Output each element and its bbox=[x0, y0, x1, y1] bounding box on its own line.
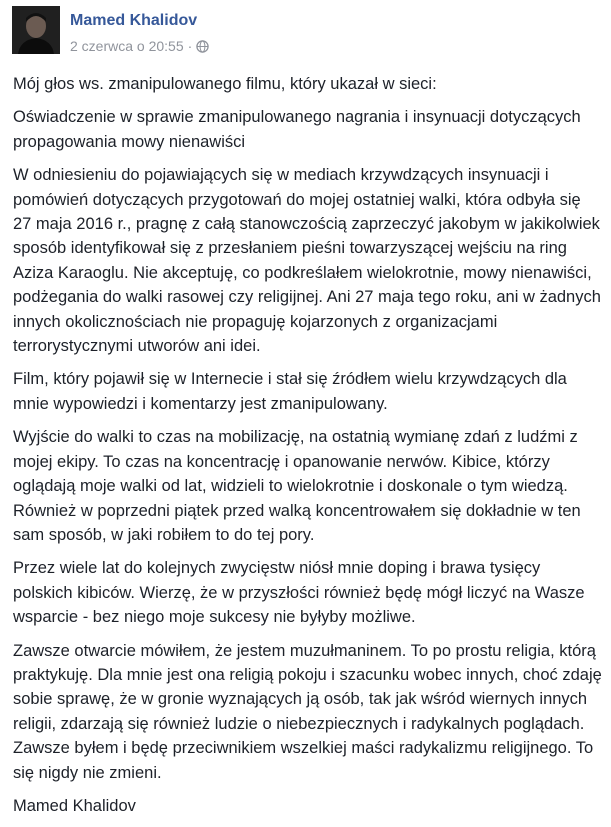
meta-separator: · bbox=[187, 38, 193, 54]
post-timestamp[interactable]: 2 czerwca o 20:55 bbox=[70, 38, 184, 54]
post-paragraph: Zawsze otwarcie mówiłem, że jestem muzułmaninem. To po prostu religia, którą praktykuję. Dla mnie jest ona religią pokoju i szacunku wobec innych, choć zdaję sobie sprawę, że w gronie wyznających ją osób, tak jak wśród wiernych innych religii, zdarzają się również ludzie o niebezpiecznych i radykalnych poglądach. Zawsze byłem i będę przeciwnikiem wszelkiej maści radykalizmu religijnego. To się nigdy nie zmieni. bbox=[13, 641, 602, 782]
post-paragraph: Film, który pojawił się w Internecie i stał się źródłem wielu krzywdzących dla mnie wypowiedzi i komentarzy jest zmanipulowany. bbox=[13, 370, 567, 413]
post-paragraph-intro: Mój głos ws. zmanipulowanego filmu, który ukazał w sieci: bbox=[13, 75, 437, 93]
post-paragraph: Wyjście do walki to czas na mobilizację, na ostatnią wymianę zdań z ludźmi z mojej ekipy. To czas na koncentrację i opanowanie nerwów. Kibice, którzy oglądają moje walki od lat, widzieli to wielokrotnie i doskonale o tym wiedzą. Również w poprzedni piątek przed walką koncentrowałem się dokładnie w ten sam sposób, w jaki robiłem to do tej pory. bbox=[13, 428, 581, 544]
post-paragraph: Przez wiele lat do kolejnych zwycięstw niósł mnie doping i brawa tysięcy polskich kibiców. Wierzę, że w przyszłości również będę mógł liczyć na Wasze wsparcie - bez niego moje sukcesy nie byłyby możliwe. bbox=[13, 559, 585, 627]
post-signature: Mamed Khalidov bbox=[13, 796, 136, 815]
avatar-image bbox=[12, 6, 60, 54]
post-body bbox=[13, 72, 603, 827]
post-paragraph-title: Oświadczenie w sprawie zmanipulowanego nagrania i insynuacji dotyczących propagowania mowy nienawiści bbox=[13, 108, 581, 151]
post-paragraph: W odniesieniu do pojawiających się w mediach krzywdzących insynuacji i pomówień dotyczących przygotowań do mojej ostatniej walki, która odbyła się 27 maja 2016 r., pragnę z całą stanowczością zaprzeczyć jakobym w jakikolwiek sposób identyfikował się z przesłaniem pieśni towarzyszącej wejściu na ring Aziza Karaoglu. Nie akceptuję, co podkreślałem wielokrotnie, mowy nienawiści, podżegania do walki rasowej czy religijnej. Ani 27 maja tego roku, ani w żadnych innych okolicznościach nie propaguję kojarzonych z organizacjami terrorystycznymi utworów ani idei. bbox=[13, 166, 601, 356]
globe-icon[interactable] bbox=[196, 40, 209, 53]
post-meta bbox=[70, 38, 209, 54]
avatar[interactable] bbox=[12, 6, 60, 54]
author-name[interactable]: Mamed Khalidov bbox=[70, 12, 198, 29]
